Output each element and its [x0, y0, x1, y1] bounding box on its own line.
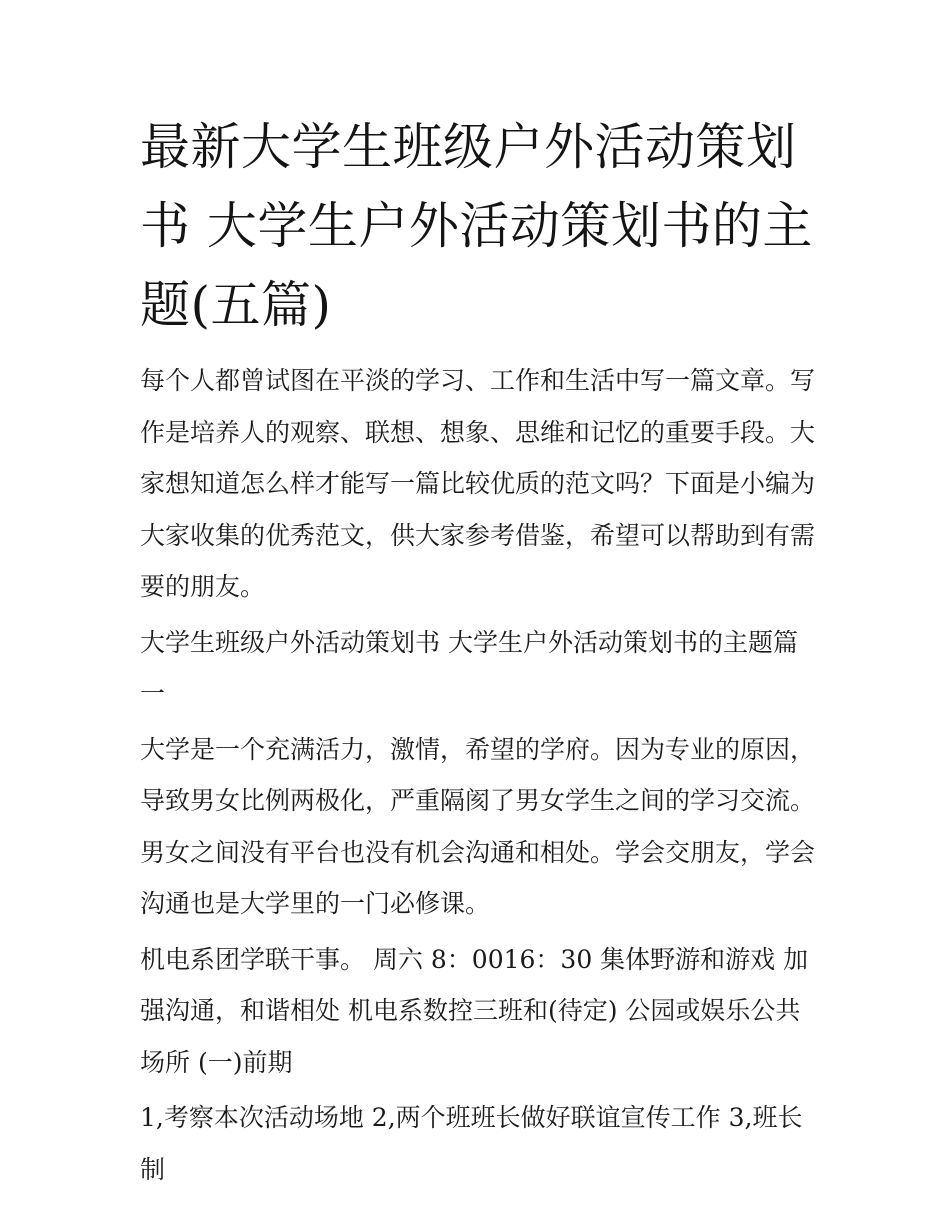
section-heading: 大学生班级户外活动策划书 大学生户外活动策划书的主题篇一 — [140, 627, 798, 708]
body-paragraph: 1,考察本次活动场地 2,两个班班长做好联谊宣传工作 3,班长制 — [140, 1103, 803, 1184]
document-title: 最新大学生班级户外活动策划书 大学生户外活动策划书的主题(五篇) — [140, 118, 813, 334]
body-paragraph: 机电系团学联干事。 周六 8：0016：30 集体野游和游戏 加强沟通，和谐相处 机电系数控三班和(待定) 公园或娱乐公共场所 (一)前期 — [140, 944, 809, 1077]
document-body — [140, 108, 816, 1195]
body-paragraph: 大学是一个充满活力，激情，希望的学府。因为专业的原因，导致男女比例两极化，严重隔阂了男女学生之间的学习交流。男女之间没有平台也没有机会沟通和相处。学会交朋友，学会沟通也是大学里的一门必修课。 — [140, 734, 816, 918]
intro-paragraph: 每个人都曾试图在平淡的学习、工作和生活中写一篇文章。写作是培养人的观察、联想、想象、思维和记忆的重要手段。大家想知道怎么样才能写一篇比较优质的范文吗？下面是小编为大家收集的优秀范文，供大家参考借鉴，希望可以帮助到有需要的朋友。 — [140, 366, 816, 601]
